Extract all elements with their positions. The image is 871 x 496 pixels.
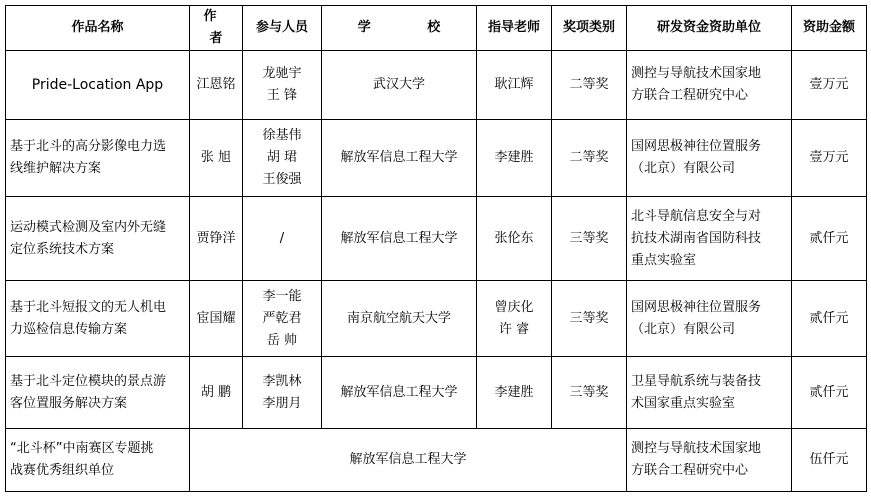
- cell-advisor: 李建胜: [477, 120, 552, 197]
- cell-amount: 贰仟元: [792, 357, 867, 429]
- cell-author: 胡 鹏: [190, 357, 243, 429]
- cell-title: Pride-Location App: [6, 51, 190, 120]
- cell-title: 基于北斗定位模块的景点游 客位置服务解决方案: [6, 357, 190, 429]
- table-row-organizer: [6, 429, 867, 492]
- cell-award: 二等奖: [552, 51, 627, 120]
- cell-author: 贾铮洋: [190, 197, 243, 281]
- header-school: 学 校: [322, 6, 477, 51]
- cell-school: 解放军信息工程大学: [322, 197, 477, 281]
- table-row: [6, 281, 867, 357]
- cell-sponsor: 国网思极神往位置服务 （北京）有限公司: [627, 120, 792, 197]
- table-row: [6, 197, 867, 281]
- cell-award: 二等奖: [552, 120, 627, 197]
- cell-advisor: 耿江辉: [477, 51, 552, 120]
- cell-author: 江恩铭: [190, 51, 243, 120]
- header-advisor: 指导老师: [477, 6, 552, 51]
- cell-members: 龙驰宇 王 锋: [243, 51, 322, 120]
- cell-sponsor: 测控与导航技术国家地 方联合工程研究中心: [627, 51, 792, 120]
- cell-author: 张 旭: [190, 120, 243, 197]
- header-author: 作 者: [190, 6, 243, 51]
- cell-title: 基于北斗的高分影像电力选 线维护解决方案: [6, 120, 190, 197]
- cell-title: “北斗杯”中南赛区专题挑 战赛优秀组织单位: [6, 429, 190, 492]
- cell-award: 三等奖: [552, 281, 627, 357]
- cell-sponsor: 国网思极神往位置服务 （北京）有限公司: [627, 281, 792, 357]
- cell-amount: 壹万元: [792, 120, 867, 197]
- cell-advisor: 李建胜: [477, 357, 552, 429]
- table-header-row: [6, 6, 867, 51]
- header-amount: 资助金额: [792, 6, 867, 51]
- cell-amount: 伍仟元: [792, 429, 867, 492]
- cell-sponsor: 测控与导航技术国家地 方联合工程研究中心: [627, 429, 792, 492]
- cell-members: 李凯林 李朋月: [243, 357, 322, 429]
- cell-members: /: [243, 197, 322, 281]
- cell-award: 三等奖: [552, 197, 627, 281]
- cell-school: 南京航空航天大学: [322, 281, 477, 357]
- cell-school: 解放军信息工程大学: [322, 357, 477, 429]
- cell-sponsor: 北斗导航信息安全与对 抗技术湖南省国防科技 重点实验室: [627, 197, 792, 281]
- cell-advisor: 张伦东: [477, 197, 552, 281]
- cell-amount: 壹万元: [792, 51, 867, 120]
- cell-title: 基于北斗短报文的无人机电 力巡检信息传输方案: [6, 281, 190, 357]
- cell-members: 徐基伟 胡 珺 王俊强: [243, 120, 322, 197]
- header-members: 参与人员: [243, 6, 322, 51]
- award-table: [5, 5, 867, 492]
- header-title: 作品名称: [6, 6, 190, 51]
- table-row: [6, 357, 867, 429]
- header-award: 奖项类别: [552, 6, 627, 51]
- cell-organizer-school: 解放军信息工程大学: [190, 429, 627, 492]
- header-sponsor: 研发资金资助单位: [627, 6, 792, 51]
- cell-title: 运动模式检测及室内外无缝 定位系统技术方案: [6, 197, 190, 281]
- cell-award: 三等奖: [552, 357, 627, 429]
- cell-amount: 贰仟元: [792, 197, 867, 281]
- cell-amount: 贰仟元: [792, 281, 867, 357]
- cell-school: 解放军信息工程大学: [322, 120, 477, 197]
- cell-advisor: 曾庆化 许 睿: [477, 281, 552, 357]
- table-row: [6, 120, 867, 197]
- cell-sponsor: 卫星导航系统与装备技 术国家重点实验室: [627, 357, 792, 429]
- cell-school: 武汉大学: [322, 51, 477, 120]
- table-row: [6, 51, 867, 120]
- cell-members: 李一能 严乾君 岳 帅: [243, 281, 322, 357]
- cell-author: 宦国耀: [190, 281, 243, 357]
